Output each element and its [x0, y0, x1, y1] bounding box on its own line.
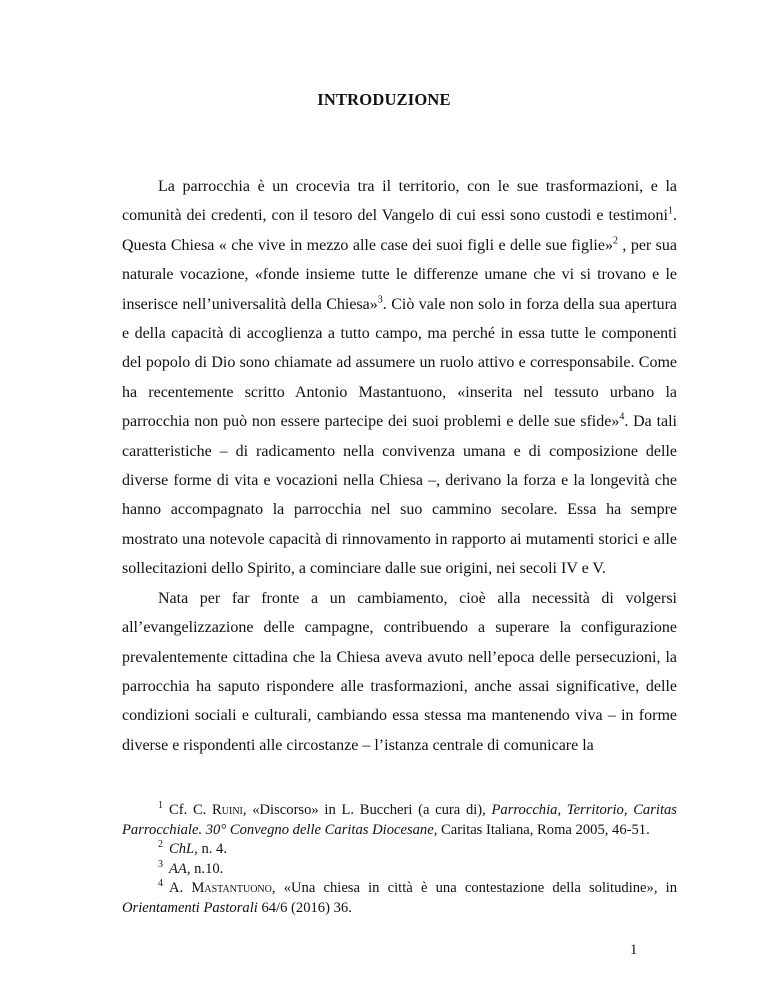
footnote-text: n.10.	[190, 860, 224, 877]
paragraph-1-text: . Questa Chiesa « che vive in mezzo alle case dei suoi figli e delle sue figlie»	[122, 207, 677, 254]
footnote-ref-1: 1	[668, 206, 673, 218]
footnote-number: 2	[158, 839, 163, 851]
footnote-text: , Caritas Italiana, Roma 2005, 46-51.	[433, 821, 650, 838]
footnote-work-title: Orientamenti Pastorali	[122, 899, 258, 916]
footnote-number: 3	[158, 858, 163, 870]
paragraph-1-text: . Ciò vale non solo in forza della sua apertura e della capacità di accoglienza a tutto campo, ma perché in essa tutte le componenti del popolo di Dio sono chiamate ad assumere un ruolo attivo e corresponsabile. Come ha recentemente scritto Antonio Mastantuono, «inserita nel tessuto urbano la parrocchia non può non essere partecipe dei suoi problemi e delle sue sfide»	[122, 295, 677, 431]
body-text	[122, 172, 677, 760]
footnote-number: 4	[158, 878, 163, 890]
page-number: 1	[630, 942, 638, 958]
footnote-text: , «Discorso» in L. Buccheri (a cura di),	[242, 802, 492, 818]
footnote-text: 64/6 (2016) 36.	[257, 899, 352, 916]
footnote-author: Ruini	[212, 802, 243, 818]
paragraph-2: Nata per far fronte a un cambiamento, cioè alla necessità di volgersi all’evangelizzazione delle campagne, contribuendo a superare la configurazione prevalentemente cittadina che la Chiesa aveva avuto nell’epoca delle persecuzioni, la parrocchia ha saputo rispondere alle trasformazioni, anche assai significative, delle condizioni sociali e culturali, cambiando essa stessa ma mantenendo viva – in forme diverse e rispondenti alle circostanze – l’istanza centrale di comunicare la	[122, 589, 677, 754]
footnote-ref-2: 2	[612, 235, 618, 247]
footnote-text: Cf. C.	[169, 802, 213, 818]
footnote-3	[122, 860, 677, 880]
footnote-ref-4: 4	[619, 411, 625, 423]
footnote-2	[122, 840, 677, 860]
footnote-author: Mastantuono	[191, 880, 272, 896]
footnotes	[122, 801, 677, 918]
footnote-work-title: Parrocchia, Territorio, Caritas Parrocchiale. 30° Convegno delle Caritas Diocesane	[122, 802, 677, 838]
footnote-text: , n. 4.	[194, 841, 227, 857]
footnote-1	[122, 801, 677, 840]
paragraph-1-text: . Da tali caratteristiche – di radicamento nella convivenza umana e di composizione delle diverse forme di vita e vocazioni nella Chiesa –, derivano la forza e la longevità che hanno accompagnato la parrocchia nel suo cammino secolare. Essa ha sempre mostrato una notevole capacità di rinnovamento in rapporto ai mutamenti storici e alle sollecitazioni dello Spirito, a cominciare dalle sue origini, nei secoli IV e V.	[122, 413, 678, 578]
footnote-text: , «Una chiesa in città è una contestazione della solitudine», in	[271, 880, 677, 896]
paragraph-1	[122, 172, 677, 584]
page-title: INTRODUZIONE	[317, 90, 451, 109]
paragraph-1-text: La parrocchia è un crocevia tra il territorio, con le sue trasformazioni, e la comunità dei credenti, con il tesoro del Vangelo di cui essi sono custodi e testimoni	[122, 178, 677, 225]
footnote-work-title: ChL	[169, 841, 195, 857]
footnote-text: A.	[169, 880, 192, 896]
footnote-4	[122, 879, 677, 918]
footnote-ref-3: 3	[377, 294, 383, 306]
footnote-work-title: AA,	[169, 860, 191, 877]
paragraph-1-text: , per sua naturale vocazione, «fonde insieme tutte le differenze umane che vi si trovano e le inserisce nell’universalità della Chiesa»	[122, 236, 677, 313]
footnote-number: 1	[158, 800, 163, 812]
